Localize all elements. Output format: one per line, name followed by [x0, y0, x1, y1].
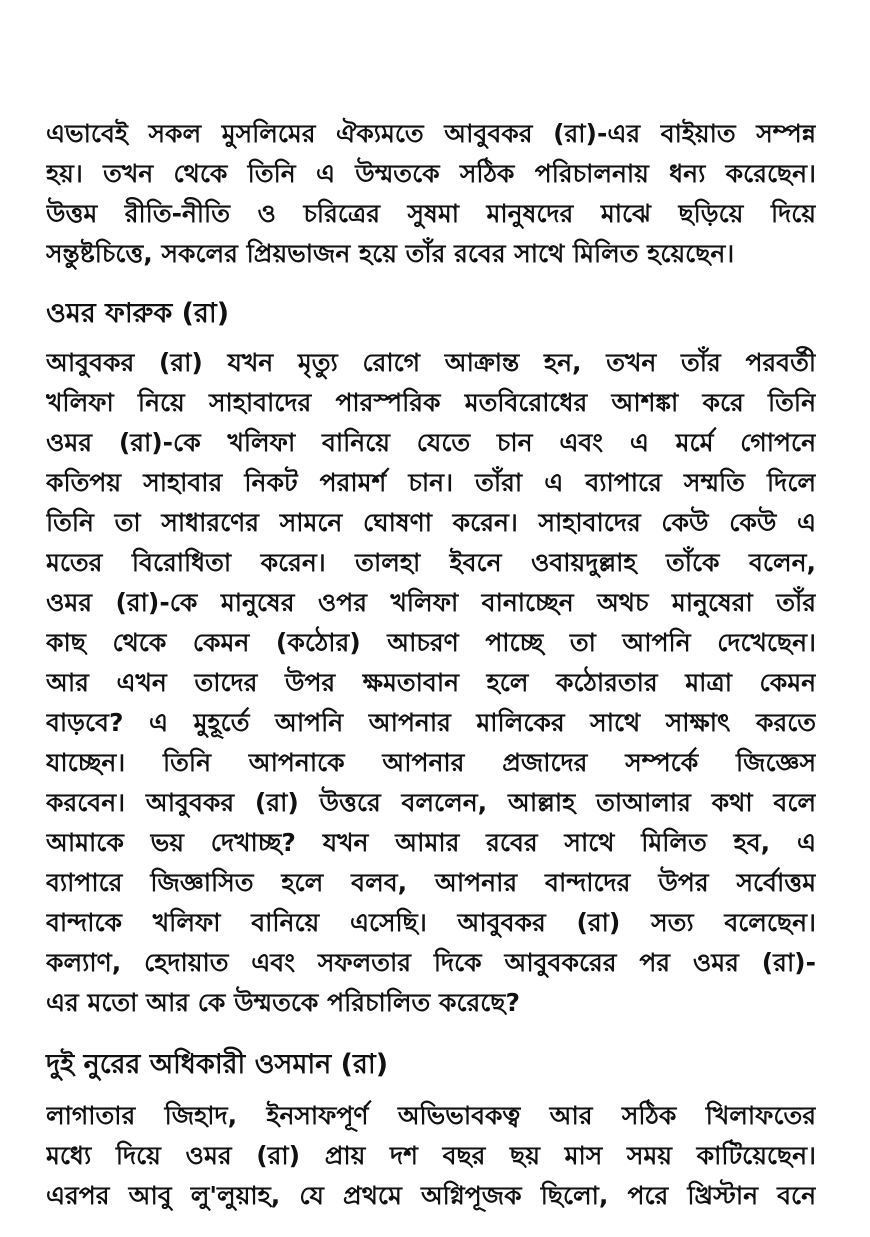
text-line: সন্তুষ্টচিত্তে, সকলের প্রিয়ভাজন হয়ে তাঁর রবের সাথে মিলিত হয়েছেন।	[46, 239, 735, 268]
osman-section-heading: দুই নুরের অধিকারী ওসমান (রা)	[46, 1049, 389, 1080]
text-line: হয়। তখন থেকে তিনি এ উম্মতকে সঠিক পরিচালনায় ধন্য করেছেন।	[46, 159, 816, 188]
omar-section-heading-wrap	[46, 292, 816, 336]
text-line: মধ্যে দিয়ে ওমর (রা) প্রায় দশ বছর ছয় মাস সময় কাটিয়েছেন।	[46, 1141, 816, 1170]
osman-section-heading-wrap	[46, 1043, 816, 1087]
text-line: বাড়বে? এ মুহূর্তে আপনি আপনার মালিকের সাথে সাক্ষাৎ করতে	[46, 708, 816, 737]
text-line: যাচ্ছেন। তিনি আপনাকে আপনার প্রজাদের সম্পর্কে জিজ্ঞেস	[46, 748, 816, 777]
text-line: বান্দাকে খলিফা বানিয়ে এসেছি। আবুবকর (রা) সত্য বলেছেন।	[46, 908, 816, 937]
text-line: কাছ থেকে কেমন (কঠোর) আচরণ পাচ্ছে তা আপনি দেখেছেন।	[46, 628, 816, 657]
text-line: ওমর (রা)-কে খলিফা বানিয়ে যেতে চান এবং এ মর্মে গোপনে	[46, 428, 816, 457]
text-line: করবেন। আবুবকর (রা) উত্তরে বললেন, আল্লাহ তাআলার কথা বলে	[46, 788, 816, 817]
osman-paragraph	[46, 1096, 816, 1216]
text-line: ওমর (রা)-কে মানুষের ওপর খলিফা বানাচ্ছেন অথচ মানুষেরা তাঁর	[46, 588, 816, 617]
text-line: মতের বিরোধিতা করেন। তালহা ইবনে ওবায়দুল্লাহ তাঁকে বলেন,	[46, 548, 816, 577]
text-line: আমাকে ভয় দেখাচ্ছ? যখন আমার রবের সাথে মিলিত হব, এ	[46, 828, 816, 857]
omar-paragraph	[46, 343, 816, 1023]
text-line: খলিফা নিয়ে সাহাবাদের পারস্পরিক মতবিরোধের আশঙ্কা করে তিনি	[46, 388, 816, 417]
text-line: আবুবকর (রা) যখন মৃত্যু রোগে আক্রান্ত হন, তখন তাঁর পরবর্তী	[46, 348, 816, 377]
text-line: তিনি তা সাধারণের সামনে ঘোষণা করেন। সাহাবাদের কেউ কেউ এ	[46, 508, 816, 537]
text-line: এর মতো আর কে উম্মতকে পরিচালিত করেছে?	[46, 988, 520, 1017]
text-line: আর এখন তাদের উপর ক্ষমতাবান হলে কঠোরতার মাত্রা কেমন	[46, 668, 816, 697]
text-line: এরপর আবু লু'লুয়াহ, যে প্রথমে অগ্নিপূজক ছিলো, পরে খ্রিস্টান বনে	[46, 1181, 816, 1210]
text-line: উত্তম রীতি-নীতি ও চরিত্রের সুষমা মানুষদের মাঝে ছড়িয়ে দিয়ে	[46, 199, 816, 228]
intro-paragraph	[46, 114, 816, 274]
omar-section-heading: ওমর ফারুক (রা)	[46, 298, 230, 329]
text-line: ব্যাপারে জিজ্ঞাসিত হলে বলব, আপনার বান্দাদের উপর সর্বোত্তম	[46, 868, 816, 897]
text-line: এভাবেই সকল মুসলিমের ঐক্যমতে আবুবকর (রা)-এর বাইয়াত সম্পন্ন	[46, 119, 816, 148]
text-line: লাগাতার জিহাদ, ইনসাফপূর্ণ অভিভাবকত্ব আর সঠিক খিলাফতের	[46, 1101, 816, 1130]
text-line: কতিপয় সাহাবার নিকট পরামর্শ চান। তাঁরা এ ব্যাপারে সম্মতি দিলে	[46, 468, 816, 497]
text-line: কল্যাণ, হেদায়াত এবং সফলতার দিকে আবুবকরের পর ওমর (রা)-	[46, 948, 816, 977]
